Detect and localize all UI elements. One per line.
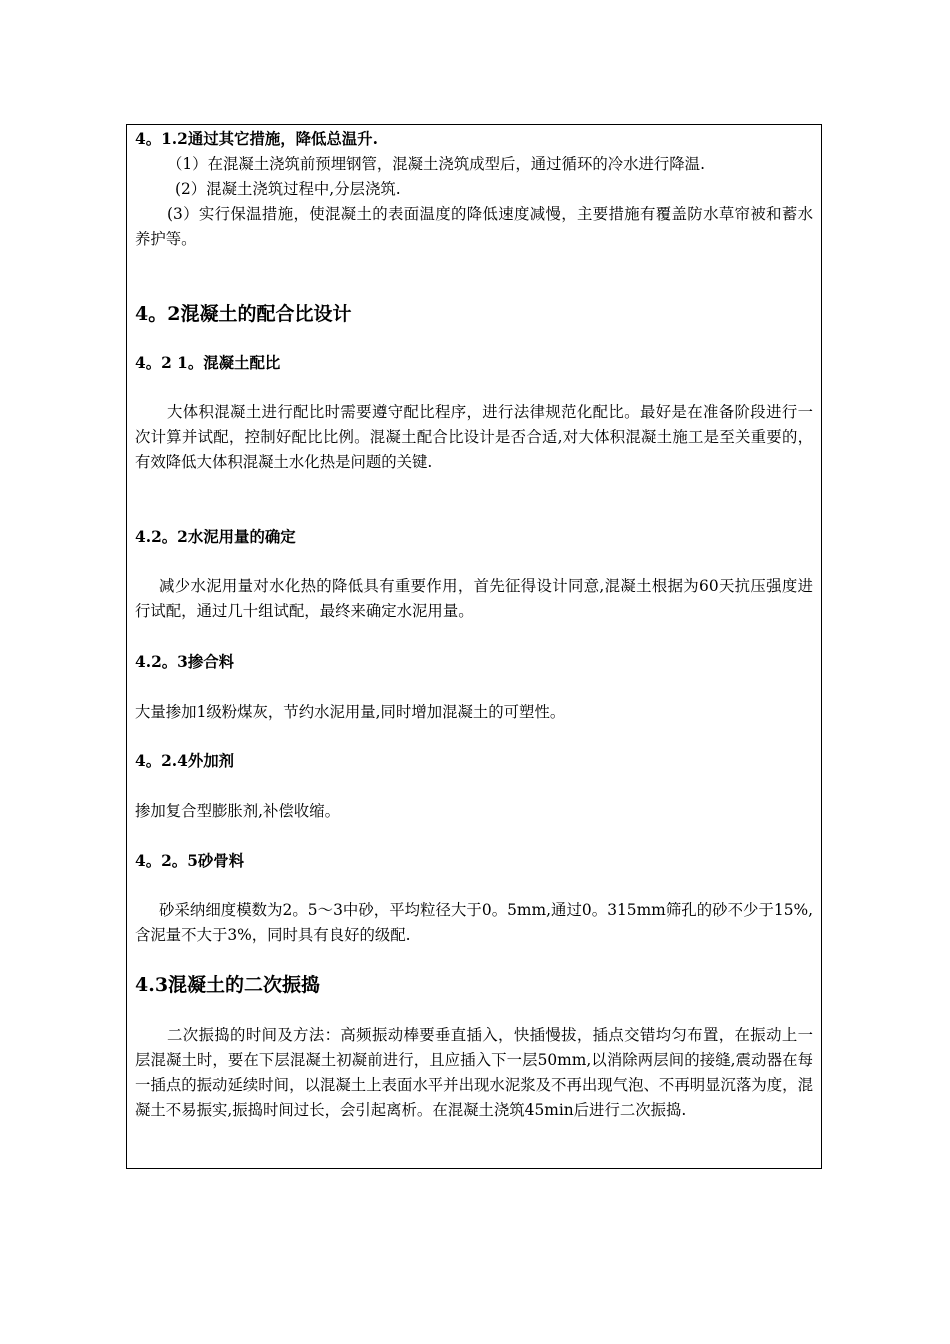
paragraph-4-2-2: 减少水泥用量对水化热的降低具有重要作用，首先征得设计同意,混凝土根据为60天抗压强度进行试配，通过几十组试配，最终来确定水泥用量。 bbox=[135, 577, 813, 620]
heading-4-2-4: 4。2.4外加剂 bbox=[135, 752, 235, 770]
heading-4-3: 4.3混凝土的二次振捣 bbox=[135, 974, 321, 996]
paragraph-4-1-2-item-3: (3）实行保温措施，使混凝土的表面温度的降低速度减慢，主要措施有覆盖防水草帘被和蓄水养护等。 bbox=[135, 205, 813, 248]
section-4-1-2 bbox=[135, 127, 813, 252]
paragraph-4-2-5: 砂采纳细度模数为2。5～3中砂，平均粒径大于0。5mm,通过0。315mm筛孔的砂不少于15%,含泥量不大于3%，同时具有良好的级配. bbox=[135, 901, 813, 944]
document-table-cell bbox=[126, 124, 822, 1169]
paragraph-4-1-2-item-1: （1）在混凝土浇筑前预埋钢管，混凝土浇筑成型后，通过循环的冷水进行降温. bbox=[167, 155, 705, 173]
heading-4-2-1: 4。2 1。混凝土配比 bbox=[135, 354, 281, 372]
heading-4-2: 4。2混凝土的配合比设计 bbox=[135, 303, 352, 325]
heading-4-2-2: 4.2。2水泥用量的确定 bbox=[135, 528, 296, 546]
heading-4-1-2: 4。1.2通过其它措施，降低总温升. bbox=[135, 130, 378, 148]
paragraph-4-1-2-item-2: (2）混凝土浇筑过程中,分层浇筑. bbox=[175, 180, 401, 198]
heading-4-2-5: 4。2。5砂骨料 bbox=[135, 852, 245, 870]
paragraph-4-2-1: 大体积混凝土进行配比时需要遵守配比程序，进行法律规范化配比。最好是在准备阶段进行一次计算并试配，控制好配比比例。混凝土配合比设计是否合适,对大体积混凝土施工是至关重要的，有效降低大体积混凝土水化热是问题的关键. bbox=[135, 403, 813, 471]
paragraph-4-3: 二次振捣的时间及方法：高频振动棒要垂直插入，快插慢拔，插点交错均匀布置，在振动上一层混凝土时，要在下层混凝土初凝前进行，且应插入下一层50mm,以消除两层间的接缝,震动器在每一插点的振动延续时间，以混凝土上表面水平并出现水泥浆及不再出现气泡、不再明显沉落为度，混凝土不易振实,振捣时间过长，会引起离析。在混凝土浇筑45min后进行二次振捣. bbox=[135, 1026, 813, 1119]
heading-4-2-3: 4.2。3掺合料 bbox=[135, 653, 235, 671]
paragraph-4-2-4: 掺加复合型膨胀剂,补偿收缩。 bbox=[135, 802, 340, 820]
paragraph-4-2-3: 大量掺加1级粉煤灰，节约水泥用量,同时增加混凝土的可塑性。 bbox=[135, 703, 566, 721]
